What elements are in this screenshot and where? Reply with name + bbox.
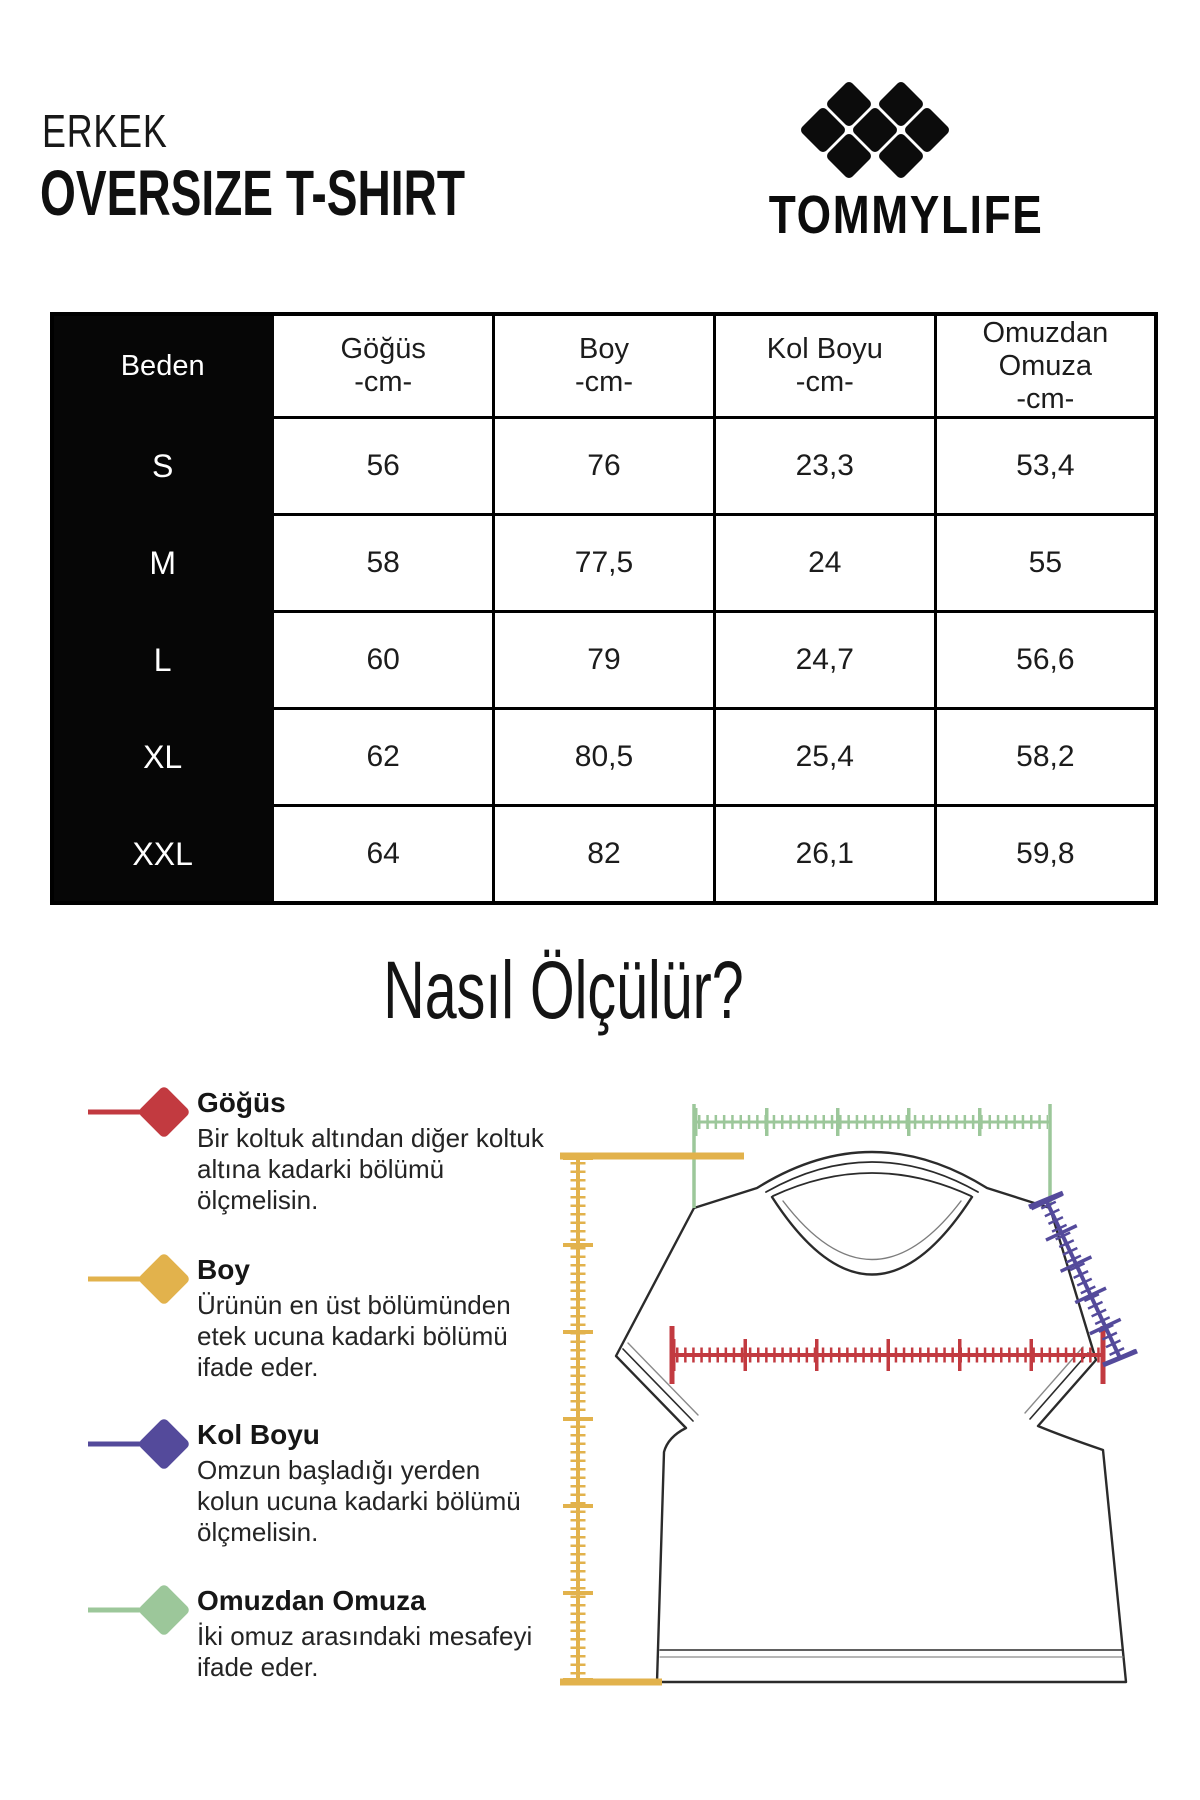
cell-value: 24,7	[714, 612, 935, 709]
cell-value: 76	[494, 418, 715, 515]
legend-title: Göğüs	[197, 1087, 286, 1118]
legend-item-chest	[85, 1086, 555, 1216]
tshirt-measure-diagram	[540, 1080, 1200, 1720]
size-label: L	[52, 612, 273, 709]
table-row	[52, 515, 1156, 612]
length-diamond-icon	[85, 1253, 197, 1311]
cell-value: 55	[935, 515, 1156, 612]
cell-value: 24	[714, 515, 935, 612]
legend-description: Ürünün en üst bölümünden etek ucuna kadarki bölümü ifade eder.	[197, 1290, 511, 1382]
shoulder-diamond-icon	[85, 1584, 197, 1642]
cell-value: 59,8	[935, 806, 1156, 904]
column-header-shoulder: Omuzdan Omuza -cm-	[935, 314, 1156, 418]
cell-value: 56,6	[935, 612, 1156, 709]
cell-value: 58,2	[935, 709, 1156, 806]
legend-item-length	[85, 1253, 555, 1383]
category-title: ERKEK	[42, 105, 168, 157]
cell-value: 82	[494, 806, 715, 904]
legend-description: Bir koltuk altından diğer koltuk altına kadarki bölümü ölçmelisin.	[197, 1123, 544, 1215]
cell-value: 64	[273, 806, 494, 904]
cell-value: 26,1	[714, 806, 935, 904]
size-label: M	[52, 515, 273, 612]
cell-value: 53,4	[935, 418, 1156, 515]
size-table	[50, 312, 1158, 905]
cell-value: 23,3	[714, 418, 935, 515]
tshirt-outline	[616, 1152, 1126, 1682]
legend-item-sleeve	[85, 1418, 555, 1548]
legend-item-shoulder	[85, 1584, 555, 1683]
size-table-header-row	[52, 314, 1156, 418]
sleeve-diamond-icon	[85, 1418, 197, 1476]
legend-title: Boy	[197, 1254, 250, 1285]
table-row	[52, 806, 1156, 904]
column-header-sleeve: Kol Boyu -cm-	[714, 314, 935, 418]
size-label: XL	[52, 709, 273, 806]
column-header-length: Boy -cm-	[494, 314, 715, 418]
table-row	[52, 418, 1156, 515]
size-label: XXL	[52, 806, 273, 904]
table-row	[52, 709, 1156, 806]
product-title: OVERSIZE T-SHIRT	[40, 157, 466, 229]
legend-description: Omzun başladığı yerden kolun ucuna kadarki bölümü ölçmelisin.	[197, 1455, 521, 1547]
cell-value: 79	[494, 612, 715, 709]
table-row	[52, 612, 1156, 709]
brand-name: TOMMYLIFE	[768, 185, 1044, 245]
cell-value: 56	[273, 418, 494, 515]
legend-title: Kol Boyu	[197, 1419, 320, 1450]
column-header-chest: Göğüs -cm-	[273, 314, 494, 418]
chest-diamond-icon	[85, 1086, 197, 1144]
cell-value: 60	[273, 612, 494, 709]
cell-value: 62	[273, 709, 494, 806]
cell-value: 58	[273, 515, 494, 612]
how-to-measure-heading: Nasıl Ölçülür?	[382, 945, 744, 1036]
legend-title: Omuzdan Omuza	[197, 1585, 426, 1616]
size-table-corner-cell: Beden	[52, 314, 273, 418]
cell-value: 80,5	[494, 709, 715, 806]
cell-value: 77,5	[494, 515, 715, 612]
brand-logo-diamonds-icon	[760, 68, 995, 190]
cell-value: 25,4	[714, 709, 935, 806]
legend-description: İki omuz arasındaki mesafeyi ifade eder.	[197, 1621, 533, 1682]
size-label: S	[52, 418, 273, 515]
